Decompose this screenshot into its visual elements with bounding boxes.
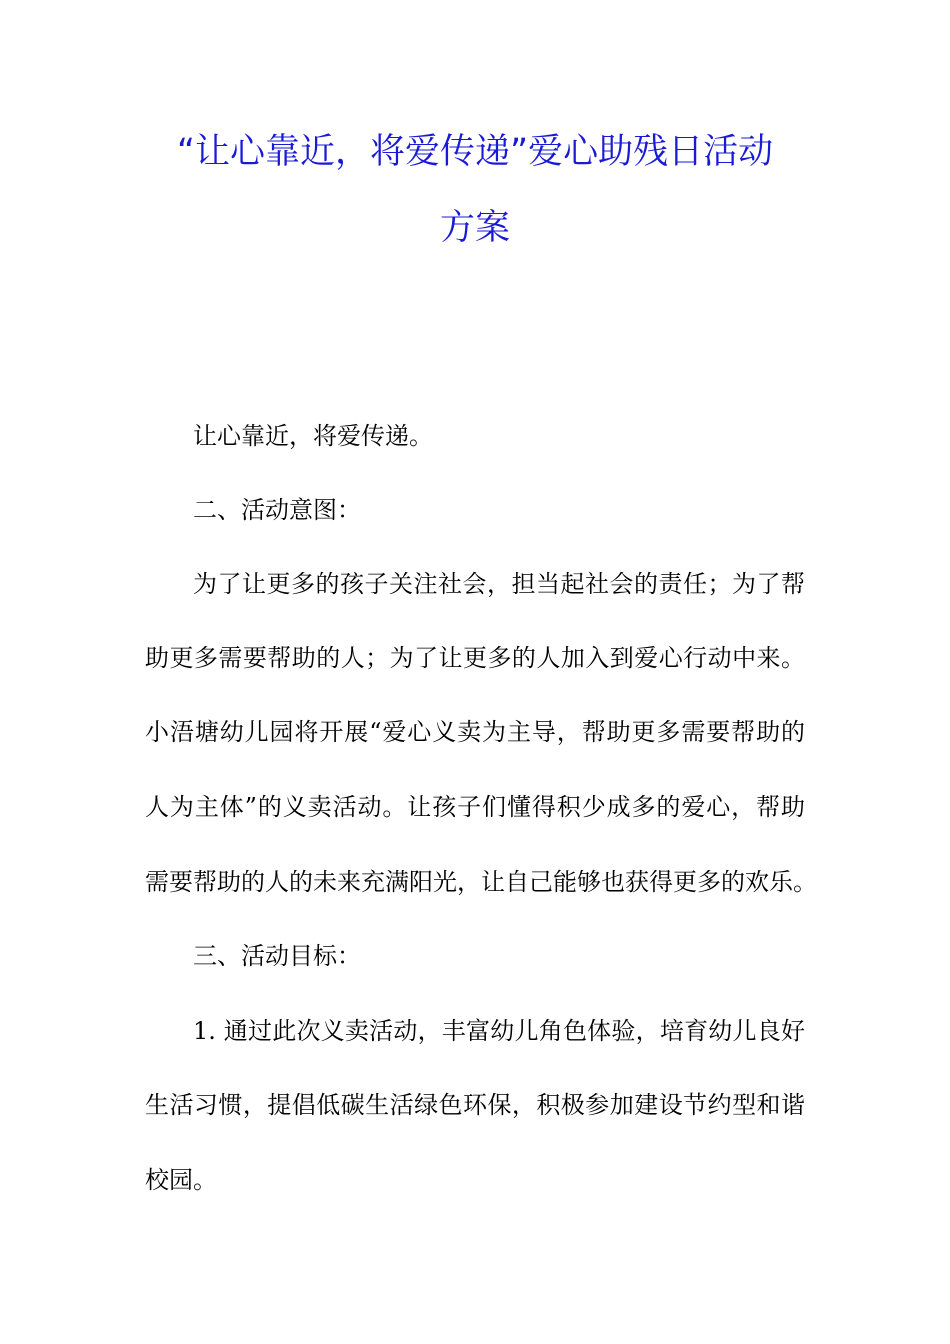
paragraph-line: 人为主体”的义卖活动。让孩子们懂得积少成多的爱心，帮助	[145, 793, 805, 821]
intro-paragraph: 让心靠近，将爱传递。	[193, 422, 433, 450]
paragraph-line: 校园。	[145, 1166, 217, 1194]
paragraph-line: 生活习惯，提倡低碳生活绿色环保，积极参加建设节约型和谐	[145, 1091, 805, 1119]
paragraph-line: 助更多需要帮助的人；为了让更多的人加入到爱心行动中来。	[145, 644, 805, 672]
paragraph-line: 需要帮助的人的未来充满阳光，让自己能够也获得更多的欢乐。	[145, 868, 817, 896]
paragraph-line: 1. 通过此次义卖活动，丰富幼儿角色体验，培育幼儿良好	[193, 1017, 805, 1045]
document-title-line-2: 方案	[439, 208, 510, 248]
paragraph-line: 为了让更多的孩子关注社会，担当起社会的责任；为了帮	[193, 570, 805, 598]
section-heading-2: 二、活动意图：	[193, 496, 361, 524]
section-heading-3: 三、活动目标：	[193, 942, 361, 970]
document-title-line-1: “让心靠近，将爱传递”爱心助残日活动	[176, 132, 774, 172]
paragraph-line: 小浯塘幼儿园将开展“爱心义卖为主导，帮助更多需要帮助的	[145, 718, 805, 746]
